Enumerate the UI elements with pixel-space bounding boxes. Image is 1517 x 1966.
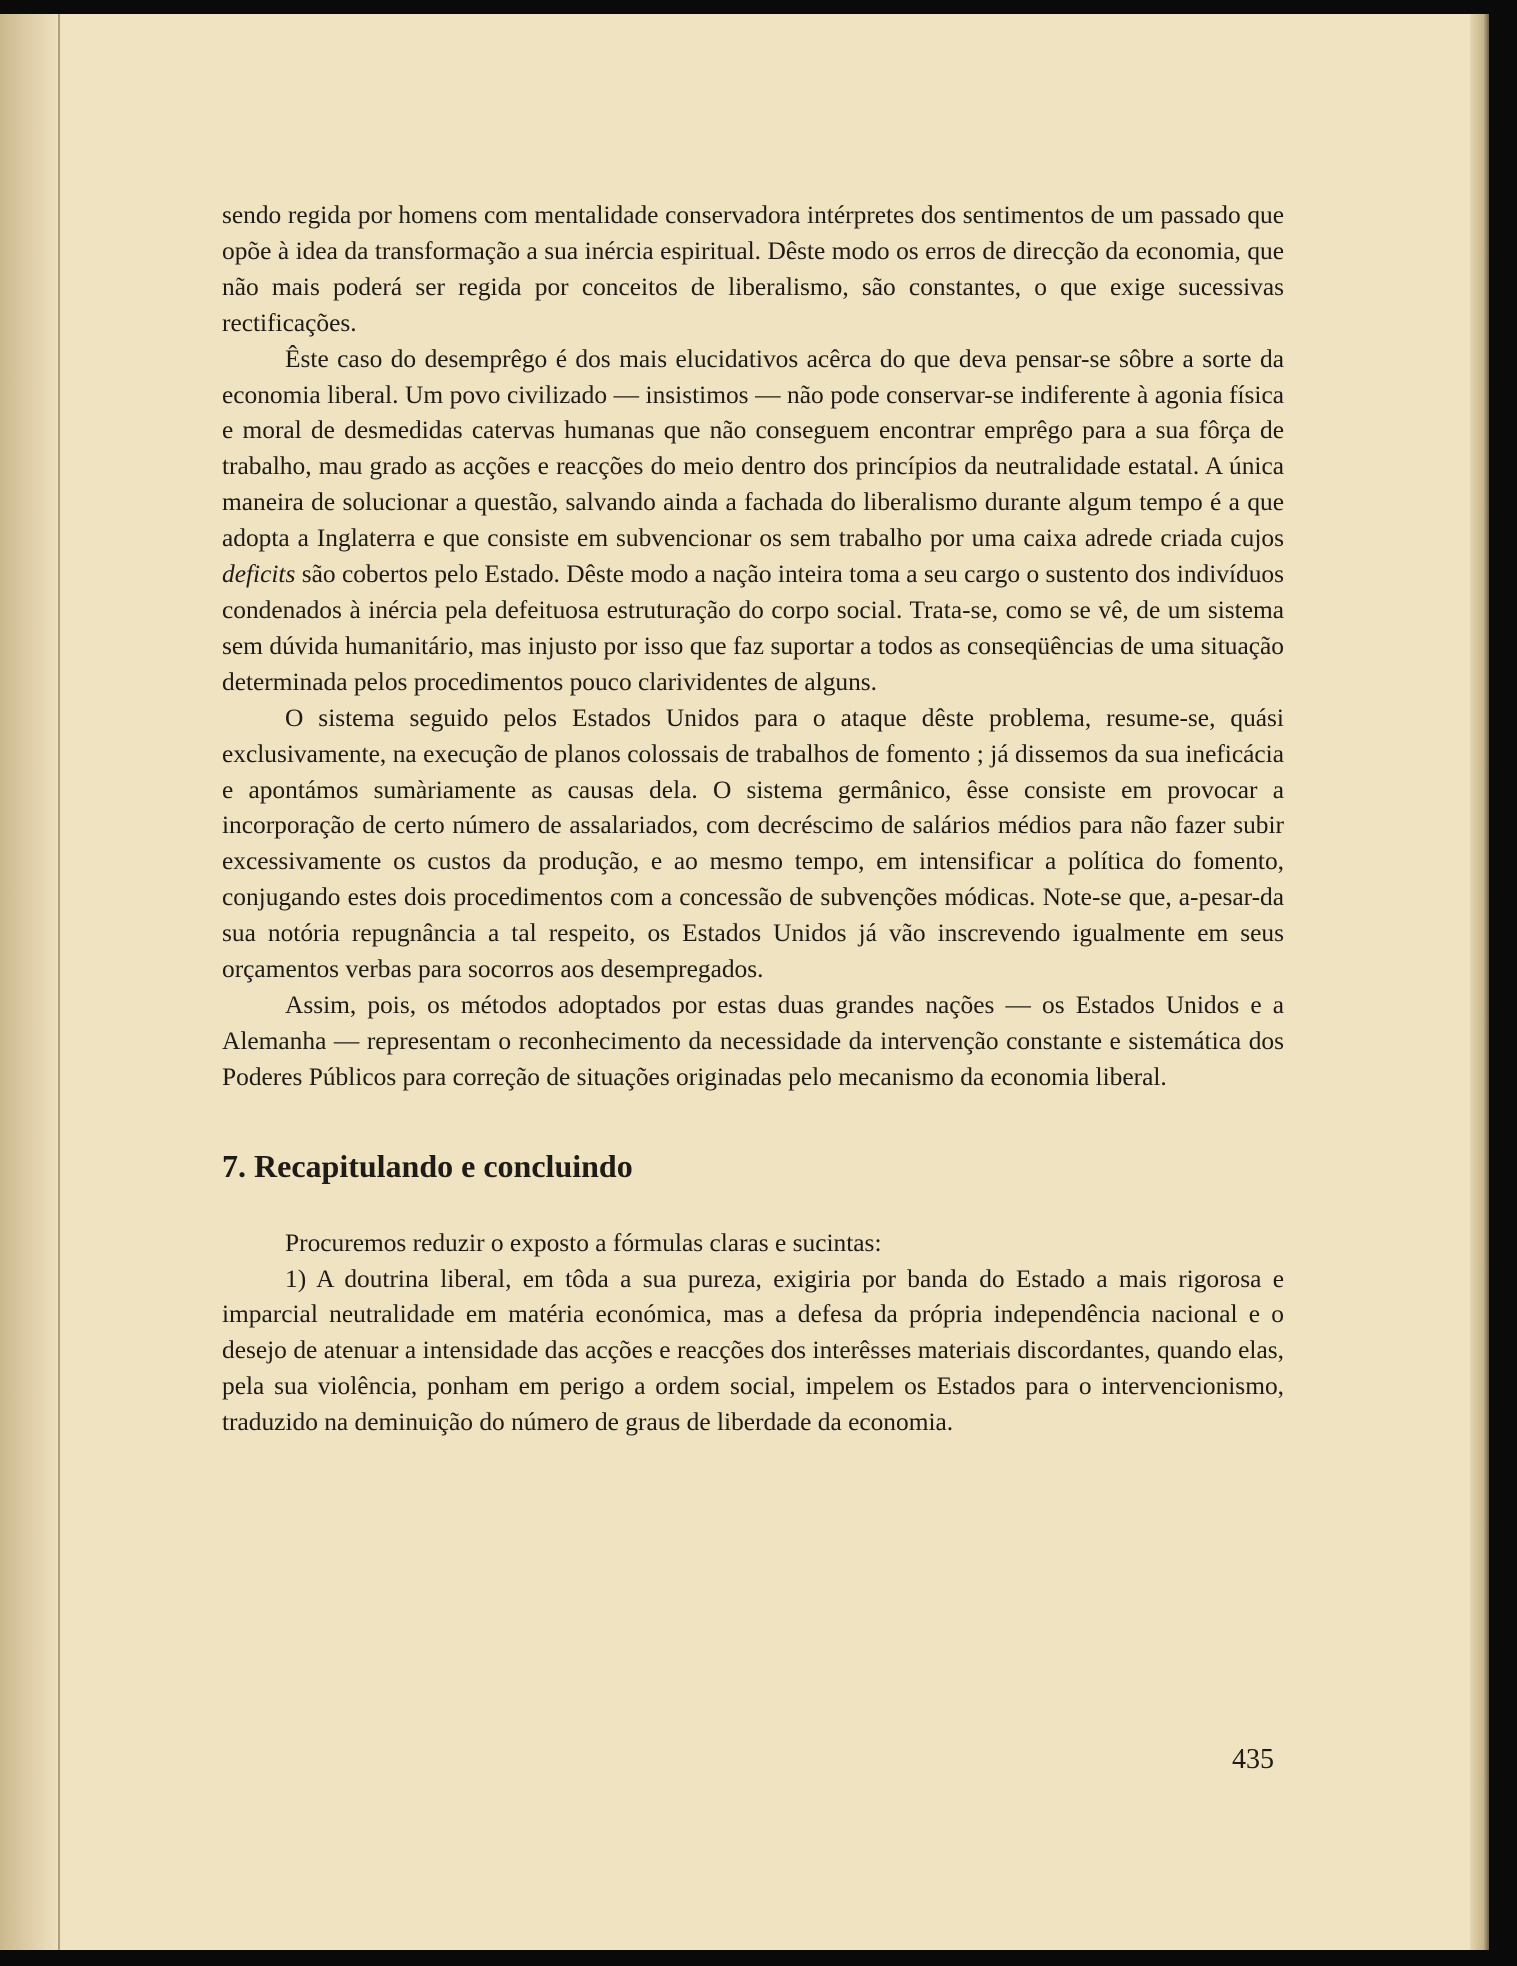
section-heading: 7. Recapitulando e concluindo: [222, 1147, 633, 1184]
paragraph-united-states: O sistema seguido pelos Estados Unidos para o ataque dêste problema, resume-se, quási exclusivamente, na execução de planos colossais de trabalhos de fomento ; já dissemos da sua ineficácia e apontámos sumàriamente as causas dela. O sistema germânico, êsse consiste em provocar a incorporação de certo número de assalariados, com decréscimo de salários médios para não fazer subir excessivamente os custos da produção, e ao mesmo tempo, em intensificar a política do fomento, conjugando estes dois procedimentos com a concessão de subvenções módicas. Note-se que, a-pesar-da sua notória repugnância a tal respeito, os Estados Unidos já vão inscrevendo igualmente em seus orçamentos verbas para socorros aos desempregados.: [222, 703, 1284, 984]
summary-item-1: 1) A doutrina liberal, em tôda a sua pureza, exigiria por banda do Estado a mais rigorosa e imparcial neutralidade em matéria económica, mas a defesa da própria independência nacional e o desejo de atenuar a intensidade das acções e reacções dos interêsses materiais discordantes, quando elas, pela sua violência, ponham em perigo a ordem social, impelem os Estados para o intervencionismo, traduzido na deminuição do número de graus de liberdade da economia.: [222, 1264, 1284, 1437]
spine-shadow: [0, 14, 62, 1950]
page-edge: [1470, 14, 1489, 1950]
paragraph-text: são cobertos pelo Estado. Dêste modo a nação inteira toma a seu cargo o sustento dos indivíduos condenados à inércia pela defeituosa estruturação do corpo social. Trata-se, como se vê, de um sistema sem dúvida humanitário, mas injusto por isso que faz suportar a todos as conseqüências de uma situação determinada pelos procedimentos pouco clarividentes de alguns.: [222, 560, 1284, 696]
page-text: [222, 198, 1284, 1441]
paragraph-continued: sendo regida por homens com mentalidade conservadora intérpretes dos sentimentos de um passado que opõe à idea da transformação a sua inércia espiritual. Dêste modo os erros de direcção da economia, que não mais poderá ser regida por conceitos de liberalismo, são constantes, o que exige sucessivas rectificações.: [222, 201, 1284, 337]
paragraph-unemployment: [222, 342, 1284, 701]
paragraph-text: Êste caso do desemprêgo é dos mais elucidativos acêrca do que deva pensar-se sôbre a sorte da economia liberal. Um povo civilizado — insistimos — não pode conservar-se indiferente à agonia física e moral de desmedidas catervas humanas que não conseguem encontrar emprêgo para a sua fôrça de trabalho, mau grado as acções e reacções do meio dentro dos princípios da neutralidade estatal. A única maneira de solucionar a questão, salvando ainda a fachada do liberalismo durante algum tempo é a que adopta a Inglaterra e que consiste em subvencionar os sem trabalho por uma caixa adrede criada cujos: [222, 344, 1284, 553]
page-number: 435: [1232, 1744, 1274, 1775]
italic-term: deficits: [222, 560, 296, 589]
summary-intro: Procuremos reduzir o exposto a fórmulas claras e sucintas:: [285, 1228, 882, 1257]
spine-fold: [58, 14, 60, 1950]
paragraph-methods: Assim, pois, os métodos adoptados por estas duas grandes nações — os Estados Unidos e a Alemanha — representam o reconhecimento da necessidade da intervenção constante e sistemática dos Poderes Públicos para correção de situações originadas pelo mecanismo da economia liberal.: [222, 990, 1284, 1091]
